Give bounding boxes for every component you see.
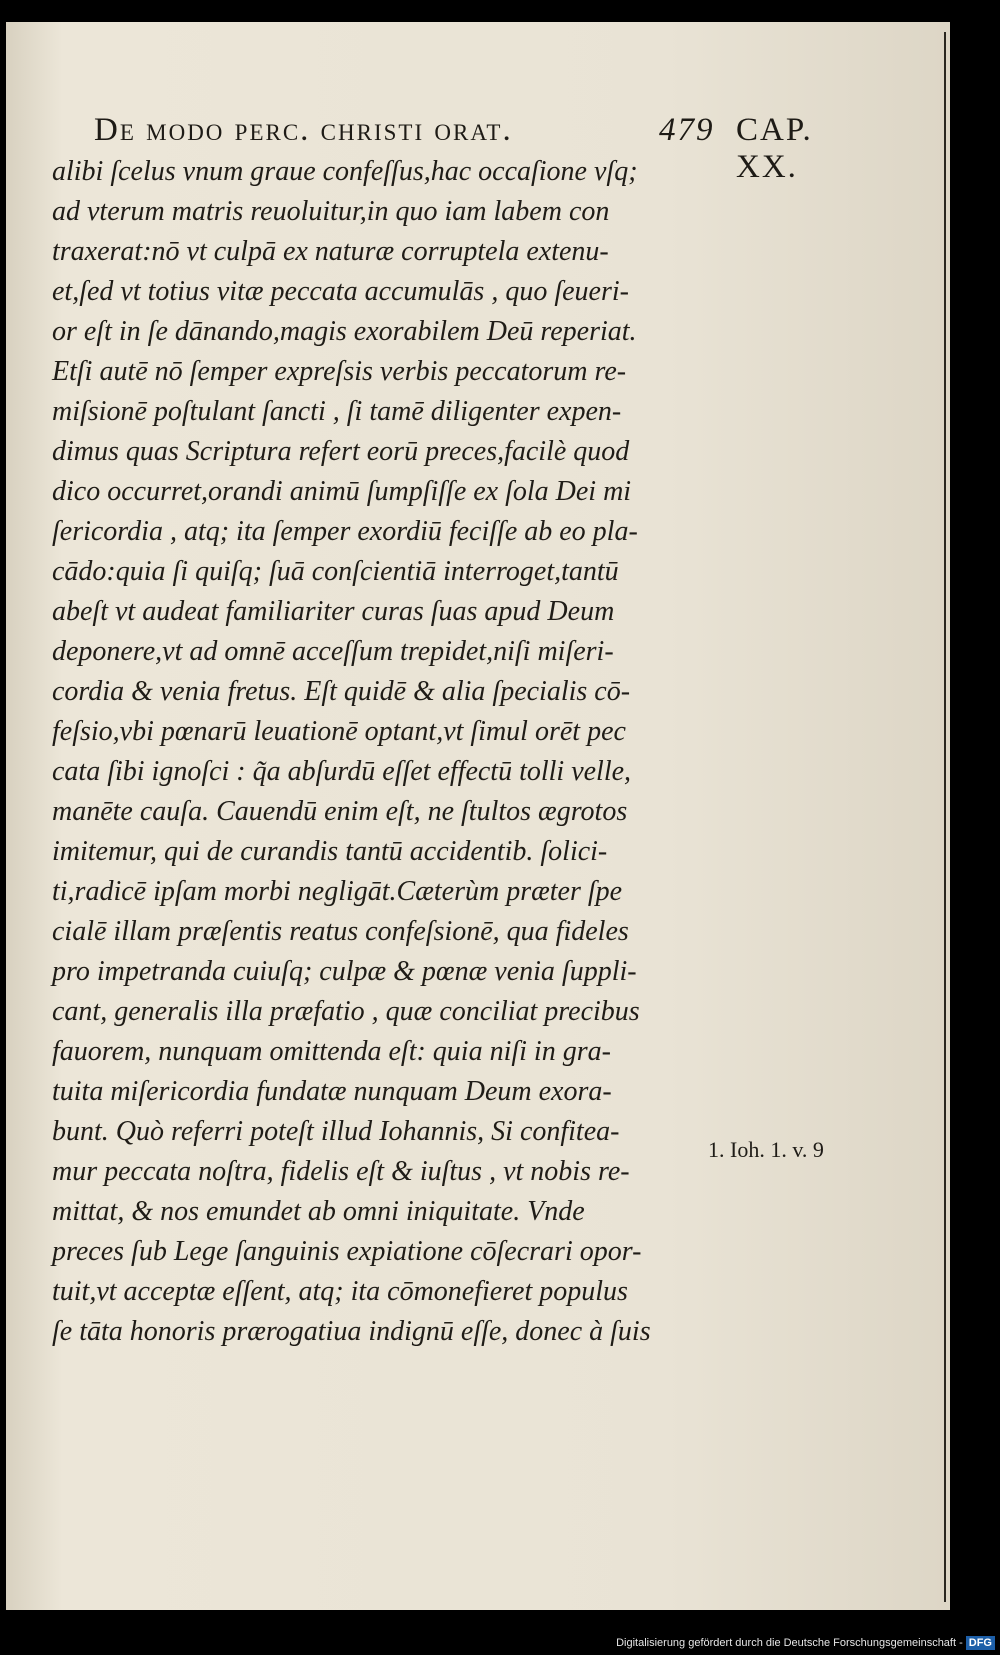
text-line: bunt. Quò referri poteſt illud Iohannis, Si confitea- xyxy=(52,1116,620,1147)
text-line: feſsio,vbi pœnarū leuationē optant,vt ſimul orēt pec xyxy=(52,716,626,747)
text-line: ad vterum matris reuoluitur,in quo iam labem con xyxy=(52,196,610,227)
text-line: deponere,vt ad omnē acceſſum trepidet,niſi miſeri- xyxy=(52,636,614,667)
text-line: miſsionē poſtulant ſancti , ſi tamē diligenter expen- xyxy=(52,396,622,427)
text-line: mur peccata noſtra, fidelis eſt & iuſtus , vt nobis re- xyxy=(52,1156,630,1187)
text-line: ti,radicē ipſam morbi negligāt.Cæterùm præter ſpe xyxy=(52,876,623,907)
text-line: abeſt vt audeat familiariter curas ſuas apud Deum xyxy=(52,596,615,627)
text-line: cialē illam præſentis reatus confeſsionē, qua fideles xyxy=(52,916,629,947)
text-line: preces ſub Lege ſanguinis expiatione cōſecrari opor- xyxy=(52,1236,642,1267)
text-line: et,ſed vt totius vitæ peccata accumulās , quo ſeueri- xyxy=(52,276,629,307)
digitization-credit xyxy=(600,1634,995,1652)
text-line: cant, generalis illa præfatio , quæ conciliat precibus xyxy=(52,996,640,1027)
text-line: tuita miſericordia fundatæ nunquam Deum exora- xyxy=(52,1076,612,1107)
text-line: manēte cauſa. Cauendū enim eſt, ne ſtultos ægrotos xyxy=(52,796,628,827)
text-line: fauorem, nunquam omittenda eſt: quia niſi in gra- xyxy=(52,1036,611,1067)
body-text xyxy=(42,152,722,1352)
text-line: ſe tāta honoris prærogatiua indignū eſſe, donec à ſuis xyxy=(52,1316,651,1347)
text-line: dimus quas Scriptura refert eorū preces,facilè quod xyxy=(52,436,630,467)
text-line: alibi ſcelus vnum graue confeſſus,hac occaſione vſq; xyxy=(52,156,638,187)
text-line: ſericordia , atq; ita ſemper exordiū feciſſe ab eo pla- xyxy=(52,516,638,547)
credit-text: Digitalisierung gefördert durch die Deutsche Forschungsgemeinschaft - xyxy=(616,1637,963,1649)
text-line: tuit,vt acceptæ eſſent, atq; ita cōmonefieret populus xyxy=(52,1276,628,1307)
page-edge-shadow xyxy=(944,32,946,1602)
text-line: cādo:quia ſi quiſq; ſuā conſcientiā interroget,tantū xyxy=(52,556,619,587)
dfg-logo: DFG xyxy=(966,1636,995,1650)
running-title: De modo perc. christi orat. xyxy=(94,112,513,148)
text-line: traxerat:nō vt culpā ex naturæ corruptela extenu- xyxy=(52,236,609,267)
text-line: mittat, & nos emundet ab omni iniquitate. Vnde xyxy=(52,1196,585,1227)
text-line: pro impetranda cuiuſq; culpæ & pœnæ venia ſuppli- xyxy=(52,956,637,987)
text-line: or eſt in ſe dānando,magis exorabilem Deū reperiat. xyxy=(52,316,637,347)
book-page xyxy=(6,22,950,1610)
text-line: Etſi autē nō ſemper expreſsis verbis peccatorum re- xyxy=(52,356,627,387)
text-line: cordia & venia fretus. Eſt quidē & alia ſpecialis cō- xyxy=(52,676,631,707)
margin-note: 1. Ioh. 1. v. 9 xyxy=(708,1137,824,1162)
text-line: dico occurret,orandi animū ſumpſiſſe ex ſola Dei mi xyxy=(52,476,632,507)
chapter-label: CAP. XX. xyxy=(736,112,813,185)
text-line: imitemur, qui de curandis tantū accidentib. ſolici- xyxy=(52,836,608,867)
text-line: cata ſibi ignoſci : q̃a abſurdū eſſet effectū tolli velle, xyxy=(52,756,632,787)
page-number: 479 xyxy=(659,112,715,148)
